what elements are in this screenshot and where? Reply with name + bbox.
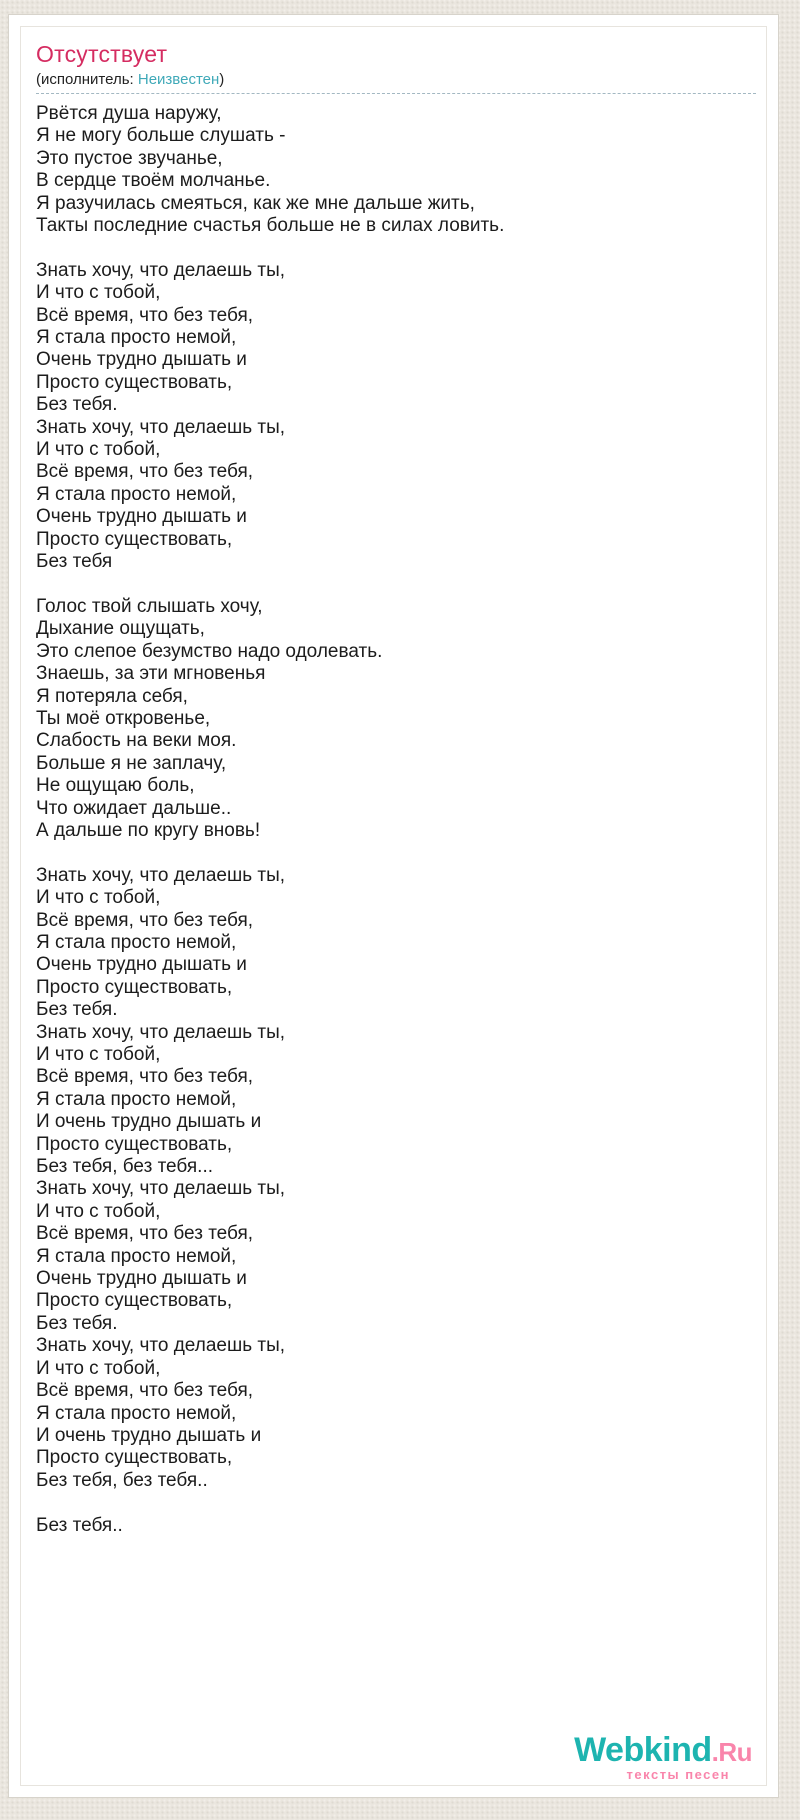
webkind-logo[interactable] [574,1733,752,1781]
logo-primary-text: Webkind [574,1731,712,1769]
content-panel [8,14,779,1798]
lyric-stanza: Знать хочу, что делаешь ты, И что с тобой, Всё время, что без тебя, Я стала просто немой, Очень трудно дышать и Просто существовать, Без тебя. Знать хочу, что делаешь ты, И что с тобой, Всё время, что без тебя, Я стала просто немой, Очень трудно дышать и Просто существовать, Без тебя [36,259,286,573]
page-title: Отсутствует [36,41,168,67]
webkind-logo-text [574,1733,752,1767]
lyrics [36,103,756,1537]
artist-line [36,70,756,89]
lyric-stanza: Голос твой слышать хочу, Дыхание ощущать, Это слепое безумство надо одолевать. Знаешь, за эти мгновенья Я потеряла себя, Ты моё откровенье, Слабость на веки моя. Больше я не заплачу, Не ощущаю боль, Что ожидает дальше.. А дальше по кругу вновь! [36,595,383,841]
artist-label-close: ) [219,71,225,88]
logo-suffix-text: .Ru [711,1737,752,1767]
content-border-box [20,26,767,1786]
lyric-stanza: Рвётся душа наружу, Я не могу больше слушать - Это пустое звучанье, В сердце твоём молчанье. Я разучилась смеяться, как же мне дальше жить, Такты последние счастья больше не в силах ловить. [36,103,505,237]
dotted-separator [36,93,756,94]
lyric-stanza: Знать хочу, что делаешь ты, И что с тобой, Всё время, что без тебя, Я стала просто немой, Очень трудно дышать и Просто существовать, Без тебя. Знать хочу, что делаешь ты, И что с тобой, Всё время, что без тебя, Я стала просто немой, И очень трудно дышать и Просто существовать, Без тебя, без тебя... Знать хочу, что делаешь ты, И что с тобой, Всё время, что без тебя, Я стала просто немой, Очень трудно дышать и Просто существовать, Без тебя. Знать хочу, что делаешь ты, И что с тобой, Всё время, что без тебя, Я стала просто немой, И очень трудно дышать и Просто существовать, Без тебя, без тебя.. [36,864,286,1491]
artist-label: (исполнитель: [36,71,138,88]
lyric-stanza: Без тебя.. [36,1514,123,1536]
artist-link[interactable]: Неизвестен [137,71,220,88]
logo-tagline: тексты песен [626,1767,730,1782]
